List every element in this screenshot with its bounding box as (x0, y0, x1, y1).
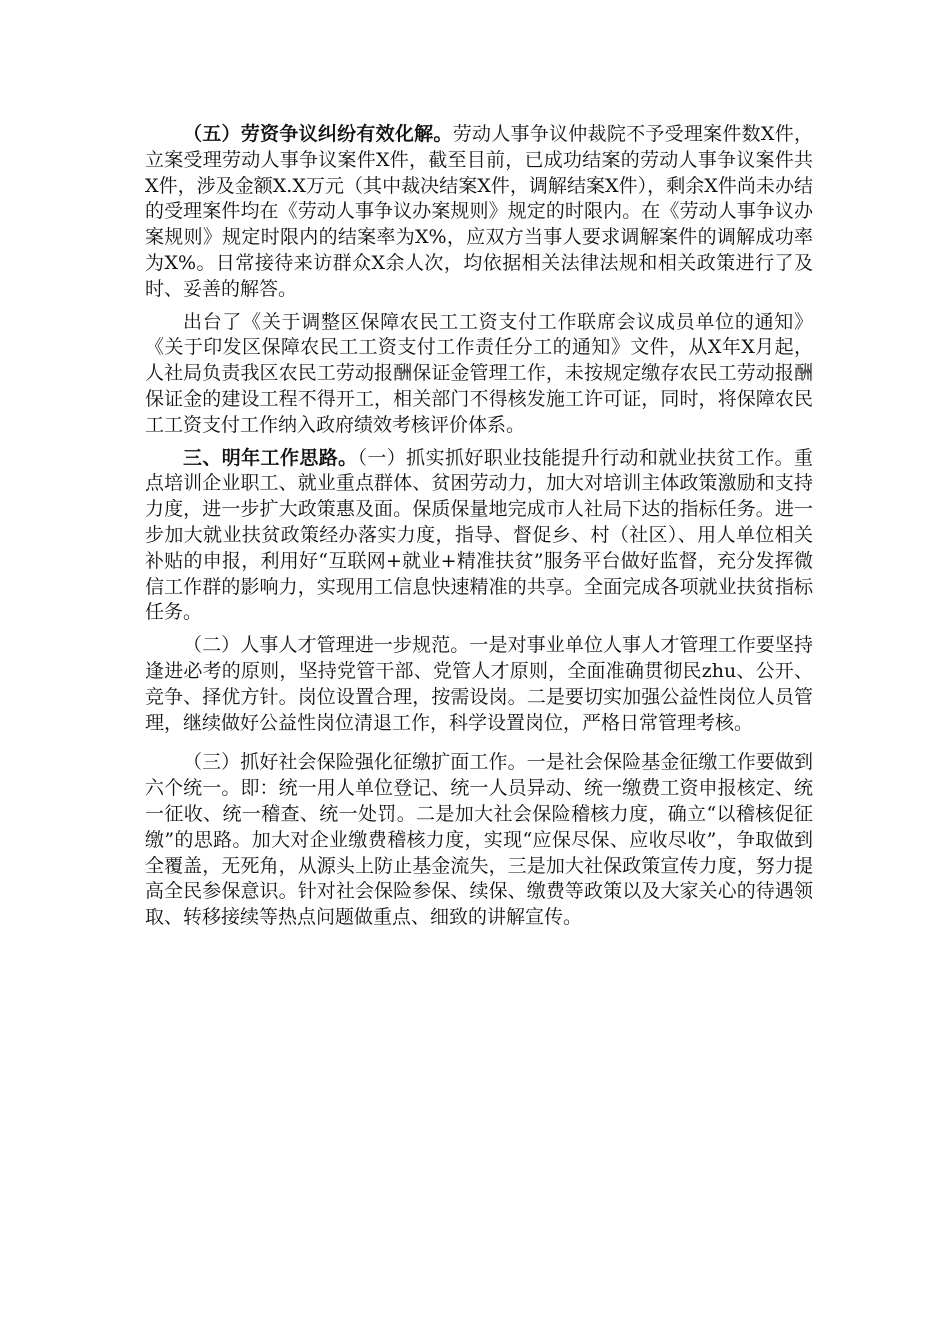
paragraph-text: （二）人事人才管理进一步规范。一是对事业单位人事人才管理工作要坚持逢进必考的原则，坚持党管干部、党管人才原则，全面准确贯彻民zhu、公开、竞争、择优方针。岗位设置合理，按需设岗。二是要切实加强公益性岗位人员管理，继续做好公益性岗位清退工作，科学设置岗位，严格日常管理考核。 (145, 634, 813, 734)
paragraph-heading: （五）劳资争议纠纷有效化解。 (183, 123, 453, 145)
paragraph-personnel-management (145, 633, 813, 736)
paragraph-migrant-wages (145, 310, 813, 439)
paragraph-text: 出台了《关于调整区保障农民工工资支付工作联席会议成员单位的通知》《关于印发区保障农民工工资支付工作责任分工的通知》文件，从X年X月起，人社局负责我区农民工劳动报酬保证金管理工作，未按规定缴存农民工劳动报酬保证金的建设工程不得开工，相关部门不得核发施工许可证，同时，将保障农民工工资支付工作纳入政府绩效考核评价体系。 (145, 310, 813, 436)
document-page (145, 122, 813, 931)
paragraph-text: （一）抓实抓好职业技能提升行动和就业扶贫工作。重点培训企业职工、就业重点群体、贫困劳动力，加大对培训主体政策激励和支持力度，进一步扩大政策惠及面。保质保量地完成市人社局下达的指标任务。进一步加大就业扶贫政策经办落实力度，指导、督促乡、村（社区）、用人单位相关补贴的申报，利用好“互联网+就业+精准扶贫”服务平台做好监督，充分发挥微信工作群的影响力，实现用工信息快速精准的共享。全面完成各项就业扶贫指标任务。 (145, 446, 813, 624)
paragraph-text: 劳动人事争议仲裁院不予受理案件数X件，立案受理劳动人事争议案件X件，截至目前，已成功结案的劳动人事争议案件共X件，涉及金额X.X万元（其中裁决结案X件，调解结案X件），剩余X件尚未办结的受理案件均在《劳动人事争议办案规则》规定的时限内。在《劳动人事争议办案规则》规定时限内的结案率为X%，应双方当事人要求调解案件的调解成功率为X%。日常接待来访群众X余人次，均依据相关法律法规和相关政策进行了及时、妥善的解答。 (145, 123, 813, 300)
paragraph-next-year-plan (145, 446, 813, 627)
paragraph-text: （三）抓好社会保险强化征缴扩面工作。一是社会保险基金征缴工作要做到六个统一。即：统一用人单位登记、统一人员异动、统一缴费工资申报核定、统一征收、统一稽查、统一处罚。二是加大社会保险稽核力度，确立“以稽核促征缴”的思路。加大对企业缴费稽核力度，实现“应保尽保、应收尽收”，争取做到全覆盖，无死角，从源头上防止基金流失，三是加大社保政策宣传力度，努力提高全民参保意识。针对社会保险参保、续保、缴费等政策以及大家关心的待遇领取、转移接续等热点问题做重点、细致的讲解宣传。 (145, 751, 813, 929)
section-heading: 三、明年工作思路。 (183, 446, 358, 469)
paragraph-labor-dispute (145, 122, 813, 303)
paragraph-social-insurance (145, 750, 813, 931)
